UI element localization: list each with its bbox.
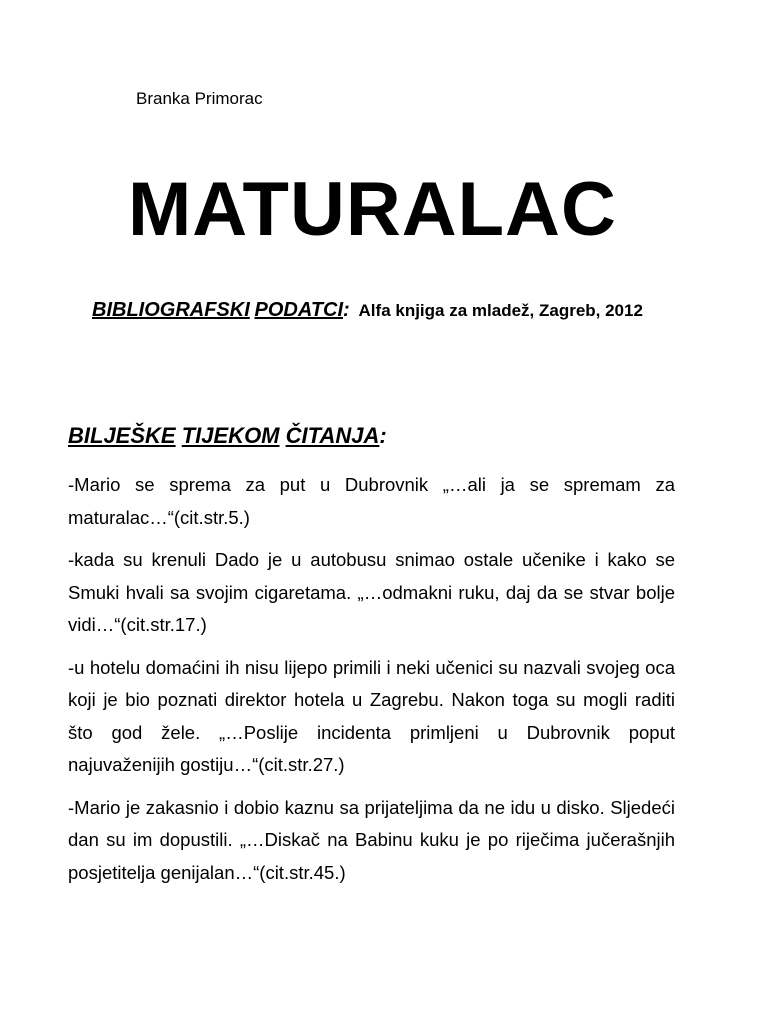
bibliography-label-word2: PODATCI xyxy=(254,299,344,321)
notes-heading-colon: : xyxy=(379,423,387,448)
notes-body xyxy=(68,469,675,899)
bibliography-label-colon: : xyxy=(343,299,350,321)
notes-heading-word2: TIJEKOM xyxy=(181,423,280,448)
note-paragraph: -Mario se sprema za put u Dubrovnik „…ali ja se spremam za maturalac…“(cit.str.5.) xyxy=(68,474,675,528)
book-title: MATURALAC xyxy=(128,167,617,252)
notes-heading-word1: BILJEŠKE xyxy=(68,423,176,448)
notes-heading xyxy=(68,420,387,452)
note-paragraph: -kada su krenuli Dado je u autobusu snimao ostale učenike i kako se Smuki hvali sa svojim cigaretama. „…odmakni ruku, daj da se stvar bolje vidi…“(cit.str.17.) xyxy=(68,549,675,635)
note-paragraph: -u hotelu domaćini ih nisu lijepo primili i neki učenici su nazvali svojeg oca koji je bio poznati direktor hotela u Zagrebu. Nakon toga su mogli raditi što god žele. „…Poslije incidenta primljeni u Dubrovnik poput najuvaženijih gostiju…“(cit.str.27.) xyxy=(68,656,675,775)
bibliography-block xyxy=(92,294,652,327)
author-name: Branka Primorac xyxy=(136,89,263,108)
notes-heading-word3: ČITANJA xyxy=(285,423,380,448)
note-paragraph: -Mario je zakasnio i dobio kaznu sa prijateljima da ne idu u disko. Sljedeći dan su im dopustili. „…Diskač na Babinu kuku je po riječima jučerašnjih posjetitelja genijalan…“(cit.str.45.) xyxy=(68,796,675,883)
bibliography-label-word1: BIBLIOGRAFSKI xyxy=(92,299,250,321)
bibliography-text: Alfa knjiga za mladež, Zagreb, 2012 xyxy=(358,301,643,320)
